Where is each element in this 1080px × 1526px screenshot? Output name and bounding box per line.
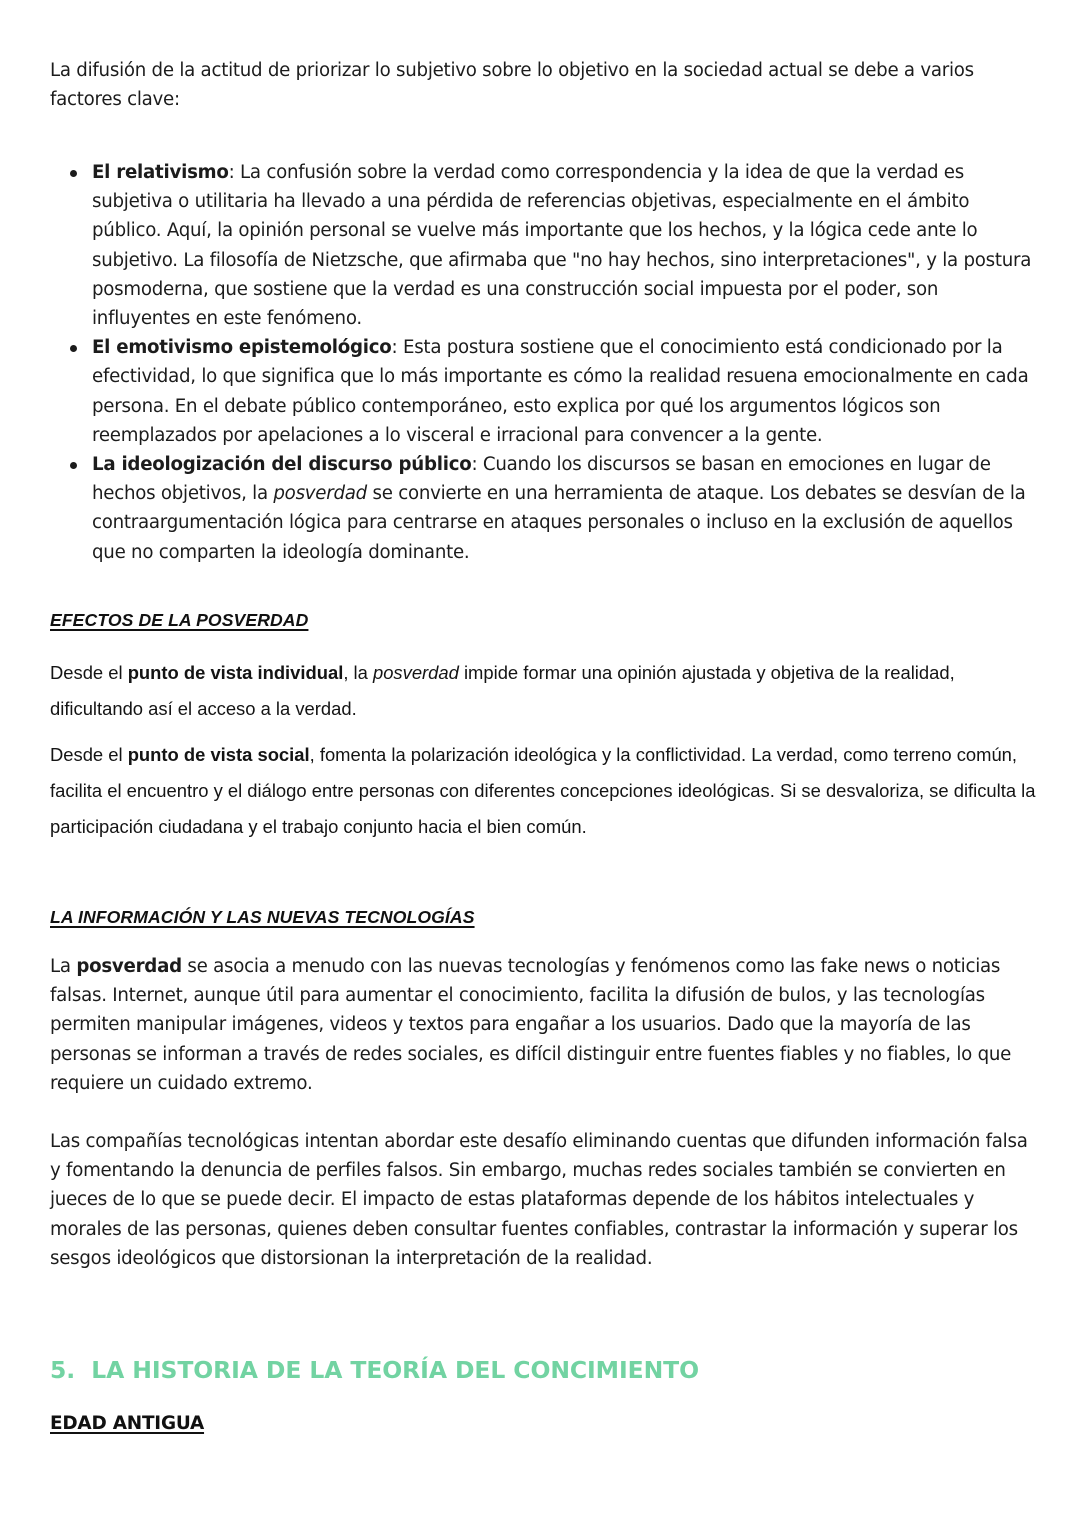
bullet-quote: "no hay hechos, sino interpretaciones" [572,249,916,271]
para-italic: posverdad [372,662,459,683]
bullet-body: Esta postura sostiene que el conocimiento está condicionado por la efectividad, lo que significa que lo más importante es cómo la realidad resuena emocionalmente en cada persona. En el debate público contemporáneo, esto explica por qué los argumentos lógicos son reemplazados por apelaciones a lo visceral e irracional para convencer a la gente. [92,337,1029,446]
bullet-term: El relativismo [92,162,229,183]
bullet-separator: : [471,454,483,476]
para-bold: punto de vista individual [127,662,344,683]
section-5-block [50,1355,1028,1385]
bullet-separator: : [391,337,403,359]
para-bold: punto de vista social [127,744,310,765]
factors-bullet-list [50,158,1035,567]
para-lead: Desde el [50,744,128,765]
section-5-heading: 5. LA HISTORIA DE LA TEORÍA DEL CONCIMIENTO [50,1356,699,1384]
para-tail: se asocia a menudo con las nuevas tecnologías y fenómenos como las fake news o noticias falsas. Internet, aunque útil para aumentar el conocimiento, facilita la difusión de bulos, y las tecnologías permiten manipular imágenes, videos y textos para engañar a los usuarios. Dado que la mayoría de las personas se informan a través de redes sociales, es difícil distinguir entre fuentes fiables y no fiables, lo que requiere un cuidado extremo. [50,956,1012,1094]
tecnologias-paragraph-2-block [50,1127,1035,1273]
tecnologias-paragraph-2: Las compañías tecnológicas intentan abordar este desafío eliminando cuentas que difunden información falsa y fomentando la denuncia de perfiles falsos. Sin embargo, muchas redes sociales también se convierten en jueces de lo que se puede decir. El impacto de estas plataformas depende de los hábitos intelectuales y morales de las personas, quienes deben consultar fuentes confiables, contrastar la información y superar los sesgos ideológicos que distorsionan la interpretación de la realidad. [50,1131,1028,1269]
para-tail: , fomenta la polarización ideológica y la conflictividad. La verdad, como terreno común, facilita el encuentro y el diálogo entre personas con diferentes concepciones ideológicas. Si se desvaloriza, se dificulta la participación ciudadana y el trabajo conjunto hacia el bien común. [50,744,1036,837]
efectos-paragraph-2-block [50,737,1040,845]
bullet-separator: : [228,162,241,183]
list-item [50,333,1035,450]
list-item [50,158,1035,333]
tecnologias-paragraph-1-block [50,952,1035,1098]
efectos-paragraph-2 [50,737,1040,845]
para-mid: , la [343,662,373,683]
edad-antigua-heading: EDAD ANTIGUA [50,1413,205,1434]
bullet-term: El emotivismo epistemológico [92,337,392,359]
efectos-heading: EFECTOS DE LA POSVERDAD [50,610,309,630]
para-tail: impide formar una opinión ajustada y objetiva de la realidad, dificultando así el acceso a la verdad. [50,662,955,719]
tecnologias-heading: LA INFORMACIÓN Y LAS NUEVAS TECNOLOGÍAS [50,907,475,927]
bullet-term: La ideologización del discurso público [92,454,472,476]
efectos-heading-block [50,608,1028,632]
edad-antigua-block [50,1412,1028,1436]
bullet-body-b: , y la postura posmoderna, que sostiene que la verdad es una construcción social impuesta por el poder, son influyentes en este fenómeno. [92,249,1032,330]
para-lead: Desde el [50,662,128,683]
tecnologias-paragraph-1 [50,952,1035,1098]
efectos-paragraph-1-block [50,655,1010,727]
tecnologias-heading-block [50,905,1028,929]
efectos-paragraph-1 [50,655,1010,727]
bullet-body-a: Cuando los discursos se basan en emociones en lugar de hechos objetivos, la [92,454,991,505]
bullet-body-b: se convierte en una herramienta de ataque. Los debates se desvían de la contraargumentación lógica para centrarse en ataques personales o incluso en la exclusión de aquellos que no comparten la ideología dominante. [92,483,1026,563]
list-item [50,450,1035,567]
para-bold: posverdad [76,956,182,977]
para-lead: La [50,956,77,977]
bullet-italic-term: posverdad [273,483,367,505]
intro-paragraph-block [50,56,1028,114]
intro-paragraph: La difusión de la actitud de priorizar lo subjetivo sobre lo objetivo en la sociedad actual se debe a varios factores clave: [50,60,974,111]
bullet-body-a: La confusión sobre la verdad como correspondencia y la idea de que la verdad es subjetiva o utilitaria ha llevado a una pérdida de referencias objetivas, especialmente en el ámbito público. Aquí, la opinión personal se vuelve más importante que los hechos, y la lógica cede ante lo subjetivo. La filosofía de Nietzsche, que afirmaba que [92,162,978,271]
factors-bullet-list-block [50,136,1035,567]
